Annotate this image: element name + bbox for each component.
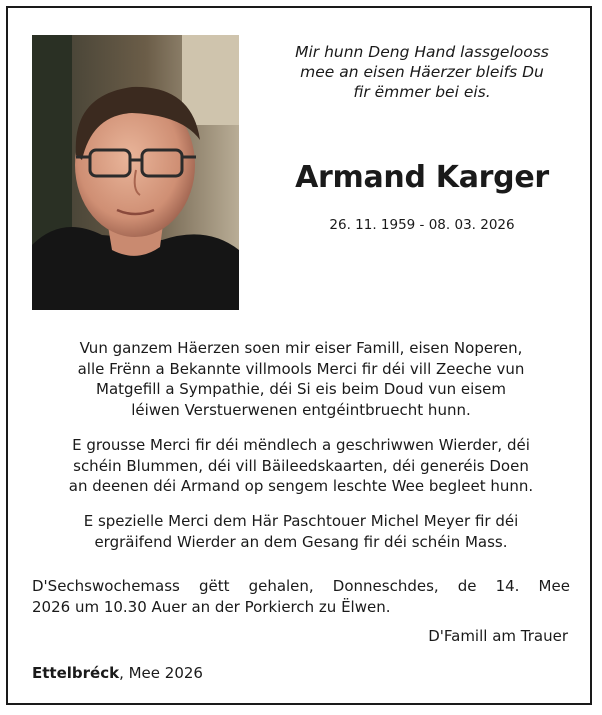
family-signature: D'Famill am Trauer <box>428 627 568 645</box>
quote-line: Mir hunn Deng Hand lassgelooss <box>295 43 549 61</box>
word: D'Sechswochemass <box>32 577 180 595</box>
life-dates: 26. 11. 1959 - 08. 03. 2026 <box>329 217 515 233</box>
quote-line: mee an eisen Häerzer bleifs Du <box>300 63 544 81</box>
text-line: ergräifend Wierder an dem Gesang fir déi schéin Mass. <box>94 532 508 551</box>
thanks-paragraph <box>32 435 570 497</box>
text-line: an deenen déi Armand op sengem leschte Wee begleet hunn. <box>68 477 534 495</box>
place-town: Ettelbréck <box>32 664 120 682</box>
quote-line: fir ëmmer bei eis. <box>353 83 491 101</box>
obituary-notice <box>6 6 592 705</box>
portrait-image <box>32 35 239 310</box>
text-line: 2026 um 10.30 Auer an der Porkierch zu Ëlwen. <box>32 597 391 616</box>
text-line <box>32 576 570 597</box>
word: de <box>457 577 477 595</box>
text-line: E spezielle Merci dem Här Paschtouer Michel Meyer fir déi <box>83 512 519 530</box>
memorial-quote <box>266 42 578 102</box>
word: gëtt <box>198 577 230 595</box>
thanks-paragraph <box>32 511 570 552</box>
word: 14. <box>495 577 520 595</box>
word: Mee <box>538 577 570 595</box>
text-line: Matgefill a Sympathie, déi Si eis beim Doud vun eisem <box>96 380 506 398</box>
text-line: schéin Blummen, déi vill Bäileedskaarten, déi generéis Doen <box>73 456 529 475</box>
mass-announcement <box>32 576 570 617</box>
place-date <box>32 663 203 683</box>
portrait-photo <box>32 35 239 310</box>
text-line: Vun ganzem Häerzen soen mir eiser Famill, eisen Noperen, <box>79 339 523 357</box>
thanks-paragraph <box>32 338 570 420</box>
deceased-name: Armand Karger <box>295 160 549 195</box>
text-line: E grousse Merci fir déi mëndlech a geschriwwen Wierder, déi <box>72 436 530 454</box>
text-line: léiwen Verstuerwenen entgéintbruecht hunn. <box>131 400 471 419</box>
place-month: , Mee 2026 <box>119 664 203 682</box>
word: gehalen, <box>248 577 314 595</box>
word: Donneschdes, <box>332 577 439 595</box>
text-line: alle Frënn a Bekannte villmools Merci fir déi vill Zeeche vun <box>77 359 525 378</box>
